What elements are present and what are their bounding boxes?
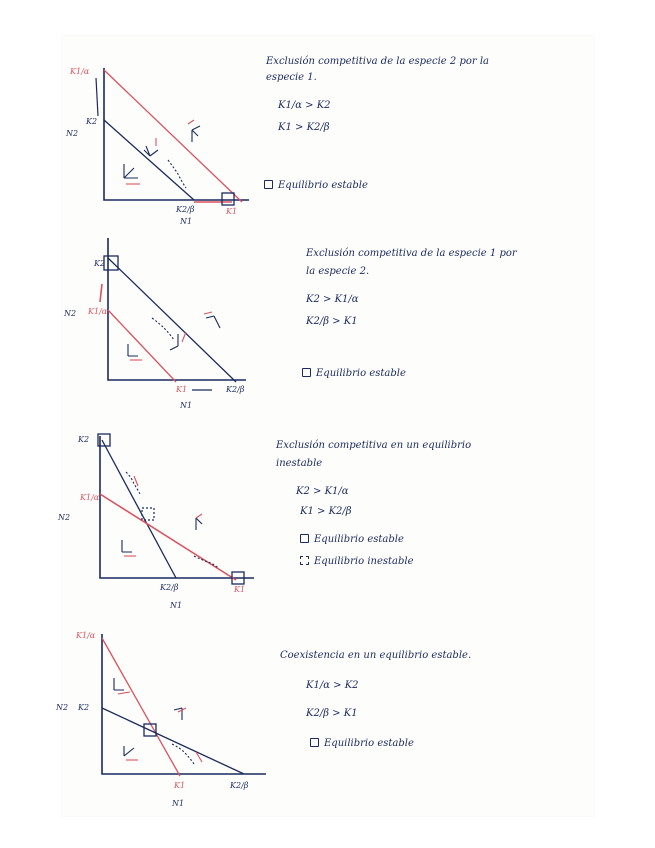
section4-condition-2: K2/β > K1 [306,708,358,719]
section1-title-line2: especie 1. [266,72,317,83]
label-red-y: K1/α [80,493,100,502]
dashed-square-icon [300,556,309,565]
phase-plane-graph-4 [56,628,276,813]
flow-arrows [122,472,218,568]
section3-condition-2: K1 > K2/β [300,506,352,517]
section2-title-line2: la especie 2. [306,266,370,277]
square-icon [300,534,309,543]
flow-arrows [114,678,194,764]
section2-condition-1: K2 > K1/α [306,294,359,305]
label-red-y: K1/α [70,67,90,76]
axis-label-x: N1 [180,401,193,410]
label-blue-x: K2/β [230,781,249,790]
section1-condition-1: K1/α > K2 [278,100,331,111]
label-red-x: K1 [226,207,238,216]
axis-label-x: N1 [170,601,183,610]
section4-title: Coexistencia en un equilibrio estable. [280,650,472,661]
section3-title-line1: Exclusión competitiva en un equilibrio [276,440,472,451]
label-blue-y: K2 [78,435,90,444]
section3-legend-stable: Equilibrio estable [300,534,404,545]
phase-plane-graph-3 [56,428,266,610]
label-blue-x: K2/β [176,205,195,214]
axis-label-y: N2 [58,513,71,522]
section4-legend: Equilibrio estable [310,738,414,749]
section2-legend: Equilibrio estable [302,368,406,379]
axis-label-y: N2 [66,129,79,138]
section3-title-line2: inestable [276,458,323,469]
label-blue-y: K2 [86,117,98,126]
section2-condition-2: K2/β > K1 [306,316,358,327]
axis-label-y: N2 [64,309,77,318]
square-icon [264,180,273,189]
stable-equilibrium-box [104,256,118,270]
flow-arrows [124,126,200,188]
section4-condition-1: K1/α > K2 [306,680,359,691]
stable-equilibrium-box [222,193,234,205]
label-blue-y: K2 [78,703,90,712]
section2-title-line1: Exclusión competitiva de la especie 1 por [306,248,517,259]
label-red-y: K1/α [88,307,108,316]
phase-plane-graph-1 [64,60,264,230]
section3-condition-1: K2 > K1/α [296,486,349,497]
label-red-y: K1/α [76,631,96,640]
label-red-x: K1 [174,781,186,790]
square-icon [310,738,319,747]
section1-legend: Equilibrio estable [264,180,368,191]
axis-label-x: N1 [172,799,185,808]
axis-label-x: N1 [180,217,193,226]
label-blue-x: K2/β [226,385,245,394]
label-red-x: K1 [234,585,246,594]
section3-legend-unstable: Equilibrio inestable [300,556,414,567]
label-blue-x: K2/β [160,583,179,592]
axis-label-y: N2 [56,703,69,712]
section1-condition-2: K1 > K2/β [278,122,330,133]
label-red-x: K1 [176,385,188,394]
label-blue-y: K2 [94,259,106,268]
square-icon [302,368,311,377]
section1-title-line1: Exclusión competitiva de la especie 2 por la [266,56,489,67]
phase-plane-graph-2 [64,232,264,410]
